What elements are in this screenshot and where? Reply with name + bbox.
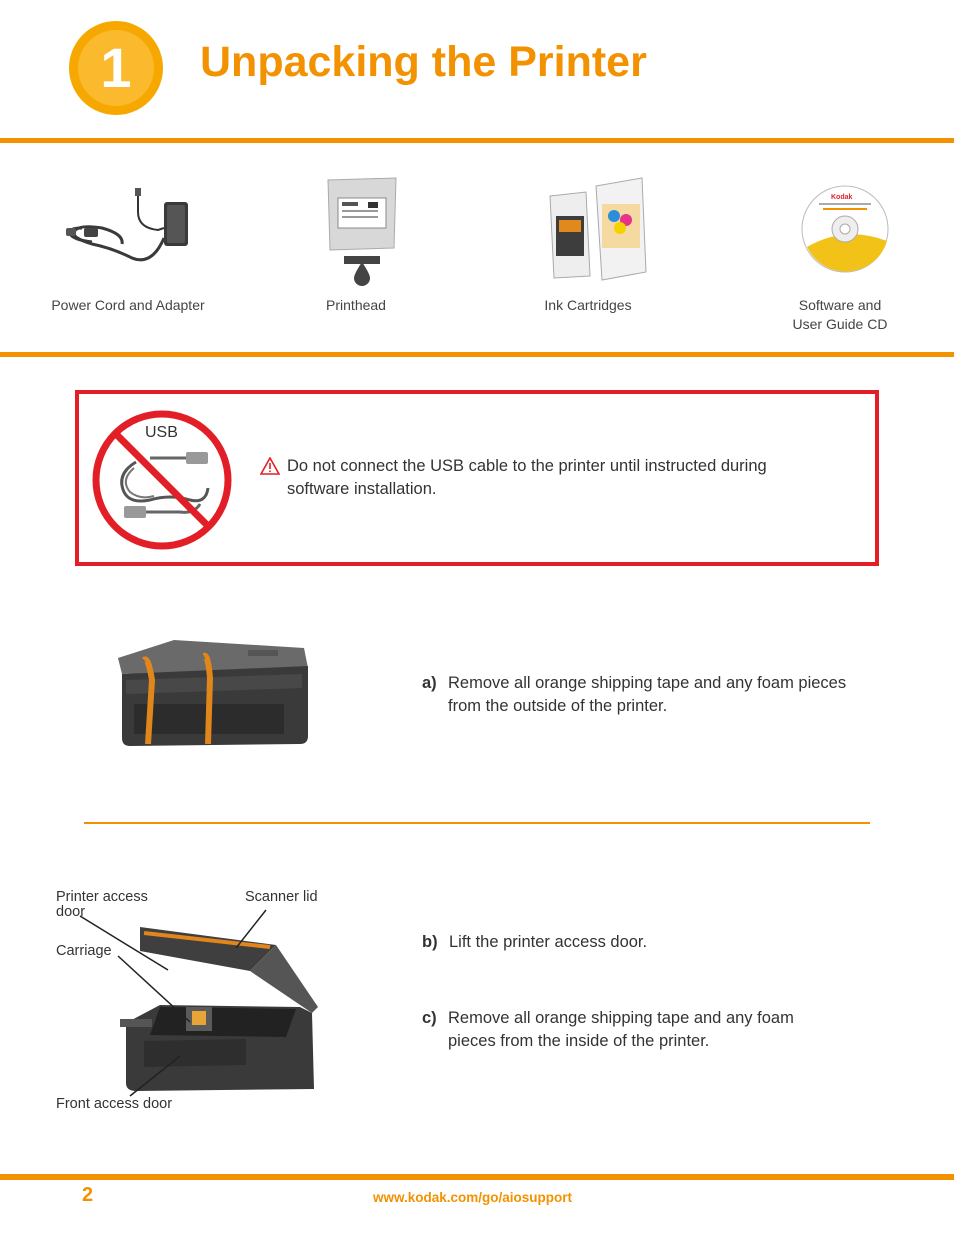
item-label-ink-cartridges: Ink Cartridges <box>544 297 632 313</box>
cd-icon <box>801 185 889 273</box>
step-c-letter: c) <box>422 1009 437 1027</box>
support-url-link[interactable]: www.kodak.com/go/aiosupport <box>373 1190 573 1205</box>
step-a-line1: Remove all orange shipping tape and any foam pieces <box>448 674 847 692</box>
step-number-badge <box>68 20 164 116</box>
step-c-line2: pieces from the inside of the printer. <box>448 1032 710 1050</box>
callout-scanner-lid: Scanner lid <box>245 889 318 905</box>
section-divider <box>84 822 870 824</box>
callout-printer-access-door-line2: door <box>56 904 86 920</box>
step-number: 1 <box>100 36 132 99</box>
step-a <box>422 672 882 720</box>
callout-carriage: Carriage <box>56 943 112 959</box>
item-label-printhead: Printhead <box>326 297 386 313</box>
step-b-text: Lift the printer access door. <box>449 933 648 951</box>
item-label-software-cd-line2: User Guide CD <box>792 316 888 332</box>
step-c-line1: Remove all orange shipping tape and any foam <box>448 1009 794 1027</box>
step-a-text <box>448 672 846 718</box>
header-rule <box>0 138 954 143</box>
page-number: 2 <box>82 1184 94 1206</box>
usb-label: USB <box>145 424 178 441</box>
step-a-letter: a) <box>422 674 437 692</box>
usb-warning-text: Do not connect the USB cable to the printer until instructed during software installation. <box>287 457 767 498</box>
item-label-power-cord: Power Cord and Adapter <box>51 297 205 313</box>
contents-rule <box>0 352 954 357</box>
svg-text:Kodak: Kodak <box>831 194 853 201</box>
ink-cartridges-icon <box>546 176 652 284</box>
footer-rule <box>0 1174 954 1180</box>
item-label-software-cd <box>770 296 910 334</box>
printhead-icon <box>324 176 400 288</box>
step-c-text <box>448 1007 794 1053</box>
step-b-letter: b) <box>422 933 438 951</box>
printer-exterior-illustration <box>112 636 312 748</box>
callout-printer-access-door-line1: Printer access <box>56 889 148 905</box>
callout-printer-access-door <box>56 890 148 920</box>
item-label-software-cd-line1: Software and <box>798 297 882 313</box>
step-a-line2: from the outside of the printer. <box>448 697 668 715</box>
page-title: Unpacking the Printer <box>200 38 647 86</box>
callout-front-access-door: Front access door <box>56 1096 173 1112</box>
step-c <box>422 1007 882 1055</box>
warning-icon <box>260 457 280 475</box>
step-b <box>422 931 882 955</box>
power-adapter-icon <box>62 188 190 272</box>
